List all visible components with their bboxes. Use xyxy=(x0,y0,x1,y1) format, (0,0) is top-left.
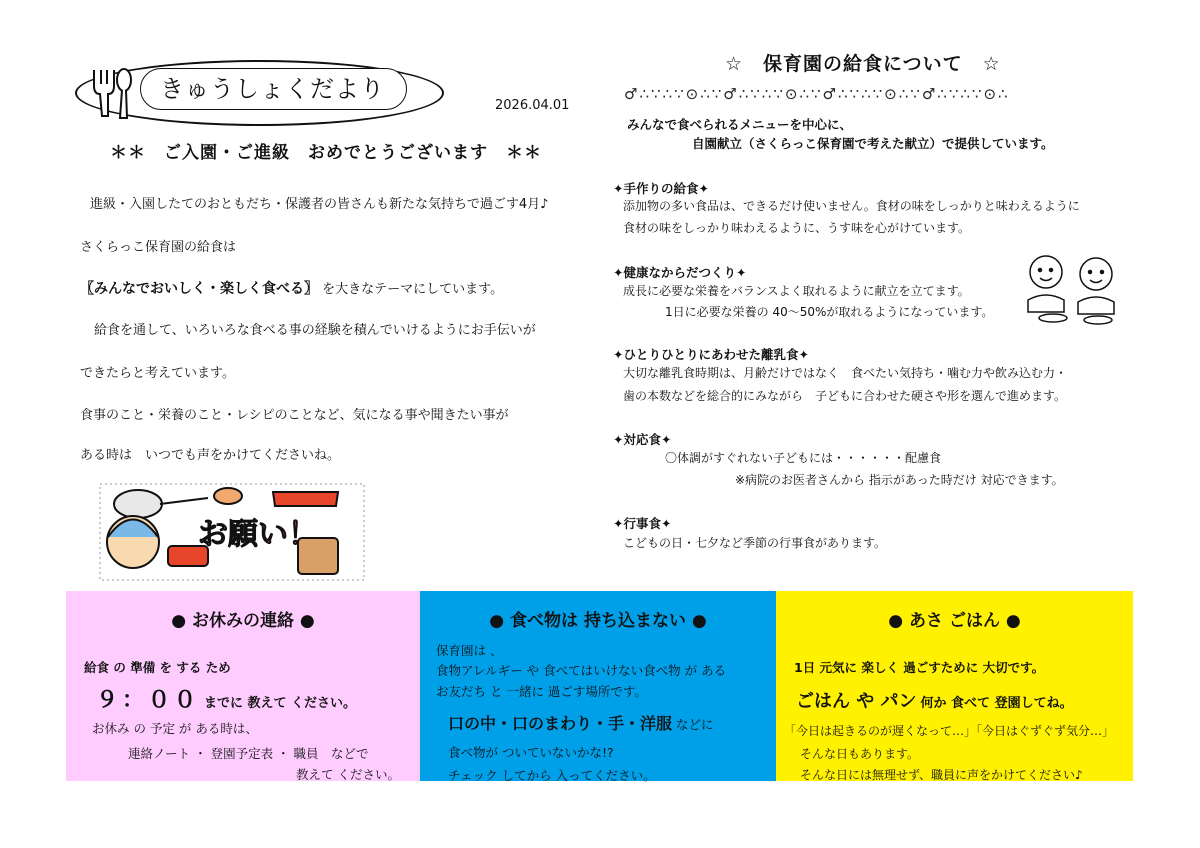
onegai-label: お願い！ xyxy=(198,518,318,551)
section-heading-handmade: ✦手作りの給食✦ xyxy=(613,181,709,196)
section-line: 大切な離乳食時期は、月齢だけではなく 食べたい気持ち・噛む力や飲み込む力・ xyxy=(623,366,1068,380)
panel-line: 1日 元気に 楽しく 過ごすために 大切です。 xyxy=(794,660,1045,675)
intro-line-2: さくらっこ保育園の給食は xyxy=(80,240,237,255)
panel-line: 食物アレルギー や 食べてはいけない食べ物 が ある xyxy=(436,663,727,678)
section-line: 1日に必要な栄養の 40～50%が取れるようになっています。 xyxy=(665,305,994,319)
no-food-panel xyxy=(420,591,776,781)
panel-line: お休み の 予定 が ある時は、 xyxy=(92,721,258,736)
intro-line-1: 進級・入園したてのおともだち・保護者の皆さんも新たな気持ちで過ごす4月♪ xyxy=(90,197,549,212)
about-title: ☆ 保育園の給食について ☆ xyxy=(725,53,1001,75)
panel-line: 食べ物が ついていないかな!? xyxy=(448,745,614,760)
panel-line xyxy=(448,711,714,734)
intro-line-4: 給食を通して、いろいろな食べる事の経験を積んでいけるようにお手伝いが xyxy=(94,323,536,338)
panel-line: お友だち と 一緒に 過ごす場所です。 xyxy=(436,684,647,699)
page-title: きゅうしょくだより xyxy=(160,75,385,103)
section-heading-health: ✦健康なからだつくり✦ xyxy=(613,265,747,280)
section-line: 〇体調がすぐれない子どもには・・・・・・配慮食 xyxy=(665,451,942,465)
panel-heading: ● あさ ごはん ● xyxy=(888,611,1021,631)
theme-suffix: を大きなテーマにしています。 xyxy=(322,282,504,297)
theme-text: 〖みんなでおいしく・楽しく食べる〗 xyxy=(80,281,318,297)
section-line: 食材の味をしっかり味わえるように、うす味を心がけています。 xyxy=(623,221,971,235)
intro-line-6: 食事のこと・栄養のこと・レシピのことなど、気になる事や聞きたい事が xyxy=(80,408,509,423)
section-line: 成長に必要な栄養をバランスよく取れるように献立を立てます。 xyxy=(623,284,970,298)
panel-line: チェック してから 入ってください。 xyxy=(448,768,656,783)
panel-heading: ● 食べ物は 持ち込まない ● xyxy=(489,611,707,631)
section-heading-event-food: ✦行事食✦ xyxy=(613,516,672,531)
section-heading-baby-food: ✦ひとりひとりにあわせた離乳食✦ xyxy=(613,347,809,362)
panel-line: 保育園は 、 xyxy=(436,643,503,658)
section-line: ※病院のお医者さんから 指示があった時だけ 対応できます。 xyxy=(735,473,1064,487)
onegai-illustration xyxy=(98,482,368,582)
panel-line: そんな日には無理せず、職員に声をかけてください♪ xyxy=(800,768,1083,782)
breakfast-foods: ごはん や パン xyxy=(796,691,917,712)
panel-time-line xyxy=(96,683,356,714)
section-heading-special-diet: ✦対応食✦ xyxy=(613,432,672,447)
check-areas: 口の中・口のまわり・手・洋服 xyxy=(448,714,673,733)
section-line: 添加物の多い食品は、できるだけ使いません。食材の味をしっかりと味わえるように xyxy=(623,199,1080,213)
panel-line: そんな日もあります。 xyxy=(800,747,920,761)
panel-line: 「今日は起きるのが遅くなって…」「今日はぐずぐず気分…」 xyxy=(784,724,1115,738)
panel-line-suffix: 何か 食べて 登園してね。 xyxy=(920,696,1073,711)
section-line: こどもの日・七夕など季節の行事食があります。 xyxy=(623,536,887,550)
panel-line: 連絡ノート ・ 登園予定表 ・ 職員 などで xyxy=(128,746,369,761)
greeting-heading: ＊＊ ご入園・ご進級 おめでとうございます ＊＊ xyxy=(110,143,542,163)
panel-line: 教えて ください。 xyxy=(296,767,400,782)
decoration-row: ♂∴∵∴∵⊙∴∵♂∴∵∴∵⊙∴∵♂∴∵∴∵⊙∴∵♂∴∵∴∵⊙∴ xyxy=(624,85,1010,103)
children-eating-illustration xyxy=(1018,250,1128,328)
panel-line: までに 教えて ください。 xyxy=(204,696,357,711)
intro-line-5: できたらと考えています。 xyxy=(80,366,235,381)
about-lead-1: みんなで食べられるメニューを中心に、 xyxy=(627,117,853,132)
fork-spoon-icon xyxy=(80,64,140,122)
panel-heading: ● お休みの連絡 ● xyxy=(171,611,315,631)
intro-line-3 xyxy=(80,281,503,298)
breakfast-panel xyxy=(776,591,1133,781)
intro-line-7: ある時は いつでも声をかけてくださいね。 xyxy=(80,448,341,463)
issue-date: 2026.04.01 xyxy=(495,98,570,113)
deadline-time: ９：００ xyxy=(96,688,201,713)
panel-line xyxy=(796,687,1073,713)
section-line: 歯の本数などを総合的にみながら 子どもに合わせた硬さや形を選んで進めます。 xyxy=(623,389,1067,403)
panel-line-suffix: などに xyxy=(676,717,714,732)
panel-line: 給食 の 準備 を する ため xyxy=(84,660,231,675)
about-lead-2: 自園献立（さくらっこ保育園で考えた献立）で提供しています。 xyxy=(692,136,1054,151)
absence-contact-panel xyxy=(66,591,420,781)
